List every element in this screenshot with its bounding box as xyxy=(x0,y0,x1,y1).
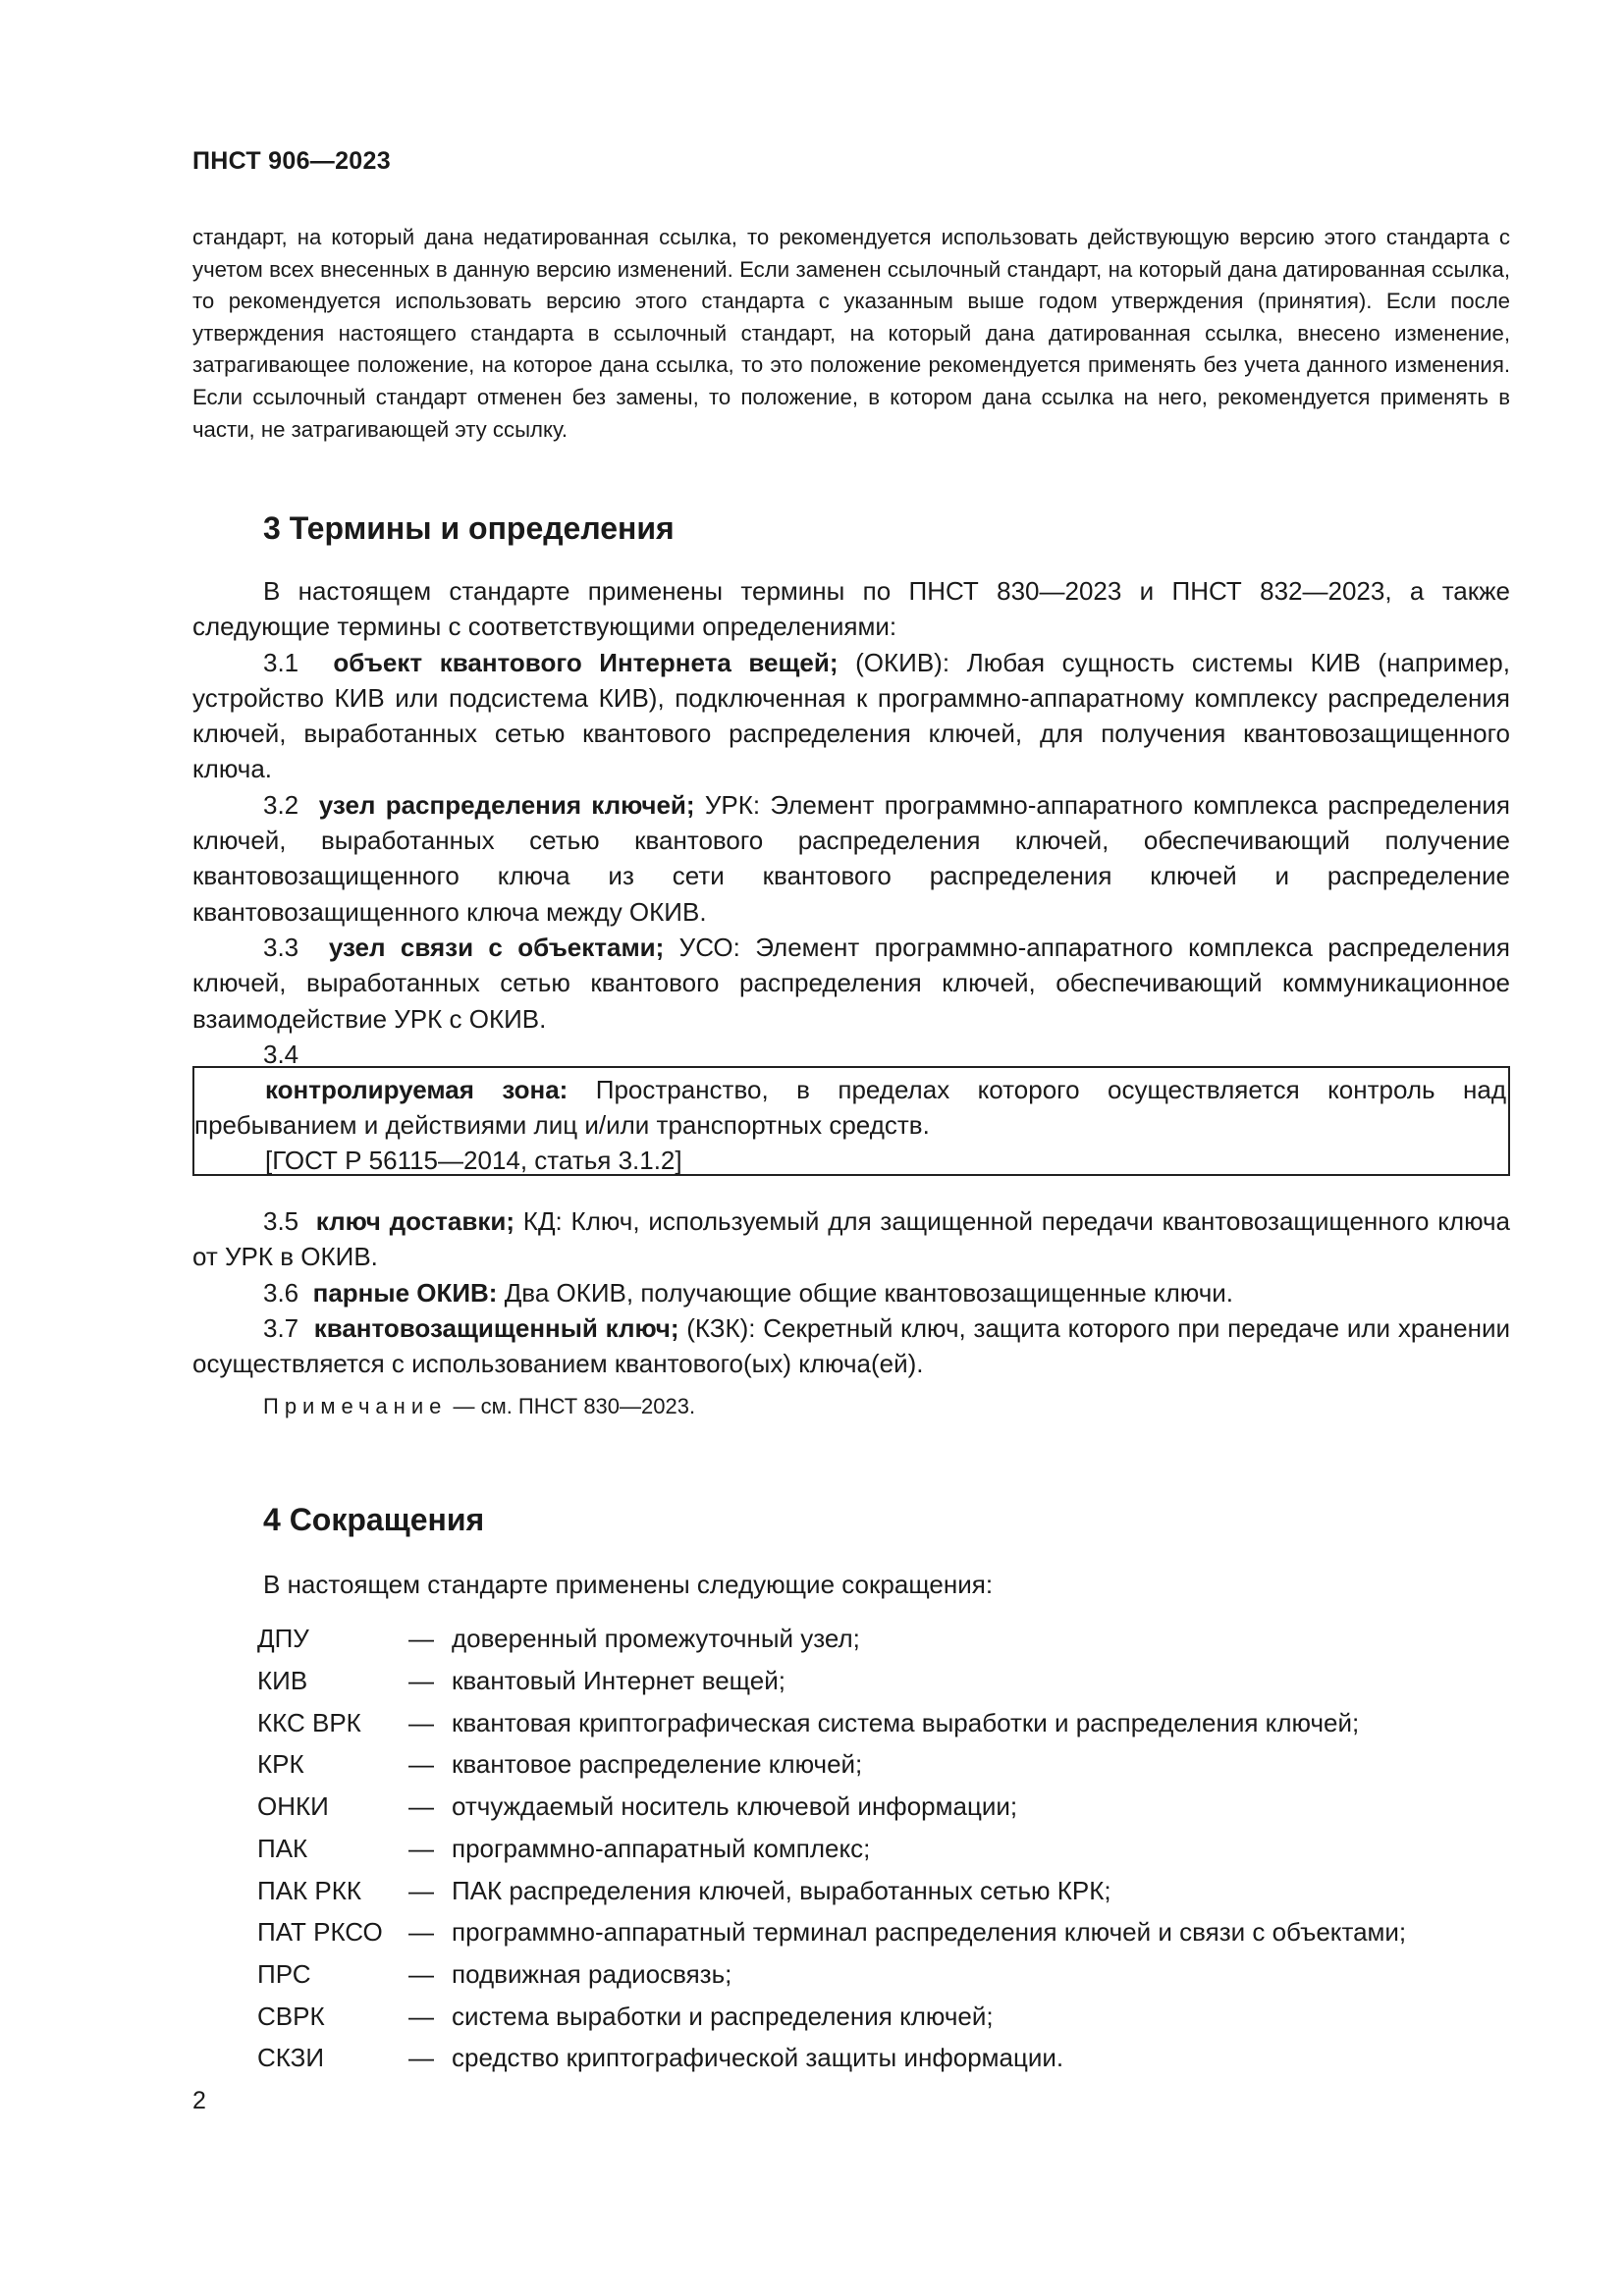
term-3-4-source: [ГОСТ Р 56115—2014, статья 3.1.2] xyxy=(265,1146,682,1175)
term-3-4-name: контролируемая зона: xyxy=(265,1075,568,1104)
term-3-6-name: парные ОКИВ: xyxy=(312,1277,498,1308)
term-3-7-name: квантовозащищенный ключ; xyxy=(313,1312,679,1343)
term-3-3: 3.3 узел связи с объектами; УСО: Элемент программно-аппаратного комплекса распределения ключей, выработанных сетью квантового распределения ключей, обеспечивающий коммуникационное взаимодействие УРК с ОКИВ. xyxy=(192,932,1511,1034)
page-number: 2 xyxy=(192,2087,206,2114)
term-3-6: 3.6 парные ОКИВ: Два ОКИВ, получающие общие квантовозащищенные ключи. xyxy=(263,1277,1234,1308)
section-3-body-continued xyxy=(192,1203,1510,1381)
term-3-1-name: объект квантового Интернета вещей; xyxy=(333,647,839,677)
note-text: — см. ПНСТ 830—2023. xyxy=(447,1394,696,1418)
section-3-body xyxy=(192,573,1510,1072)
note xyxy=(263,1394,695,1419)
section-4-title: 4 Сокращения xyxy=(263,1502,485,1537)
section-4-lead-wrap xyxy=(192,1567,1510,1602)
term-3-2-name: узел распределения ключей; xyxy=(318,789,695,820)
document-page: ПНСТ 906—2023 стандарт, на который дана недатированная ссылка, то рекомендуется использовать действующую версию этого стандарта с учетом всех внесенных в данную версию изменений. Если заменен ссылочный стандарт, на который дана датированная ссылка, то рекомендуется использовать версию этого стандарта с указанным выше годом утверждения (принятия). Если после утверждения настоящего стандарта в ссылочный стандарт, на который дана датированная ссылка, внесено изменение, затрагивающее положение, на которое дана ссылка, то это положение рекомендуется применять без учета данного изменения. Если ссылочный стандарт отменен без замены, то положение, в котором дана ссылка на него, рекомендуется применять в части, не затрагивающей эту ссылку. 3 Термины и определения В настоящем стандарте применены термины по ПНСТ 830—2023 и ПНСТ 832—2023, а также следующие термины с соответствующими определениями: 3.1 объект квантового Интернета вещей; (ОКИВ): Любая сущность системы КИВ (например, устройство КИВ или подсистема КИВ), подключенная к программно-аппаратному комплексу распределения ключей, выработанных сетью квантового распределения ключей, для получения квантовозащищенного ключа. 3.2 узел распределения ключей; УРК: Элемент программно-аппаратного комплекса распределения ключей, выработанных сетью квантового распределения ключей, обеспечивающий получение квантовозащищенного ключа из сети квантового распределения ключей и распределение квантовозащищенного ключа между ОКИВ. 3.3 узел связи с объектами; УСО: Элемент программно-аппаратного комплекса распределения ключей, выработанных сетью квантового распределения ключей, обеспечивающий коммуникационное взаимодействие УРК с ОКИВ. 3.4 контролируемая зона: Пространство, в пределах которого осуществляется контроль над пребыванием и действиями лиц и/или транспортных средств. [ГОСТ Р 56115—2014, статья 3.1.2] 3.5 ключ доставки; КД: Ключ, используемый для защищенной передачи квантовозащищенного ключа от УРК в ОКИВ. 3.6 парные ОКИВ: Два ОКИВ, получающие общие квантовозащищенные ключи. 3.7 квантовозащищенный ключ; (КЗК): Секретный ключ, защита которого при передаче или хранении осуществляется с использованием квантового(ых) ключа(ей). Примечание — см. ПНСТ 830—2023. 4 Сокращения В настоящем стандарте применены следующие сокращения: ДПУ — доверенный промежуточный узел; КИВ — квантовый Интернет вещей; ККС ВРК — квантовая криптографическая система выработки и распределения ключей; КРК — квантовое распределение ключей; ОНКИ — отчуждаемый носитель ключевой информации; ПАК — программно-аппаратный комплекс; ПАК РКК — ПАК распределения ключей, выработанных сетью КРК; ПАТ РКСО — программно-аппаратный терминал распределения ключей и связи с объектами; ПРС — подвижная радиосвязь; СВРК — система выработки и распределения ключей; СКЗИ — средство криптографической защиты информации. 2 xyxy=(192,147,1511,2114)
term-3-5: 3.5 ключ доставки; КД: Ключ, используемый для защищенной передачи квантовозащищенного ключа от УРК в ОКИВ. xyxy=(192,1206,1511,1272)
term-3-5-name: ключ доставки; xyxy=(315,1206,515,1236)
section-3-lead: В настоящем стандарте применены термины по ПНСТ 830—2023 и ПНСТ 832—2023, а также следующие термины с соответствующими определениями: xyxy=(192,576,1510,642)
term-3-4: контролируемая зона: Пространство, в пределах которого осуществляется контроль над пребыванием и действиями лиц и/или транспортных средств. xyxy=(194,1075,1506,1141)
term-3-7: 3.7 квантовозащищенный ключ; (КЗК): Секретный ключ, защита которого при передаче или хранении осуществляется с использованием квантового(ых) ключа(ей). xyxy=(192,1312,1510,1379)
term-3-4-box xyxy=(192,1066,1510,1176)
term-3-4-number: 3.4 xyxy=(263,1039,299,1069)
note-label: Примечание xyxy=(263,1394,448,1418)
section-3-title: 3 Термины и определения xyxy=(263,510,675,546)
section-4-lead: В настоящем стандарте применены следующие сокращения: xyxy=(263,1570,994,1599)
term-3-2: 3.2 узел распределения ключей; УРК: Элемент программно-аппаратного комплекса распределения ключей, выработанных сетью квантового распределения ключей, обеспечивающий получение квантовозащищенного ключа из сети квантового распределения ключей и распределение квантовозащищенного ключа между ОКИВ. xyxy=(192,789,1511,927)
document-header: ПНСТ 906—2023 xyxy=(192,147,391,175)
term-3-1: 3.1 объект квантового Интернета вещей; (ОКИВ): Любая сущность системы КИВ (например, устройство КИВ или подсистема КИВ), подключенная к программно-аппаратному комплексу распределения ключей, выработанных сетью квантового распределения ключей, для получения квантовозащищенного ключа. xyxy=(192,647,1510,784)
intro-paragraph: стандарт, на который дана недатированная ссылка, то рекомендуется использовать действующую версию этого стандарта с учетом всех внесенных в данную версию изменений. Если заменен ссылочный стандарт, на который дана датированная ссылка, то рекомендуется использовать версию этого стандарта с указанным выше годом утверждения (принятия). Если после утверждения настоящего стандарта в ссылочный стандарт, на который дана датированная ссылка, внесено изменение, затрагивающее положение, на которое дана ссылка, то это положение рекомендуется применять без учета данного изменения. Если ссылочный стандарт отменен без замены, то положение, в котором дана ссылка на него, рекомендуется применять в части, не затрагивающей эту ссылку. xyxy=(192,225,1510,442)
term-3-3-name: узел связи с объектами; xyxy=(328,932,665,962)
